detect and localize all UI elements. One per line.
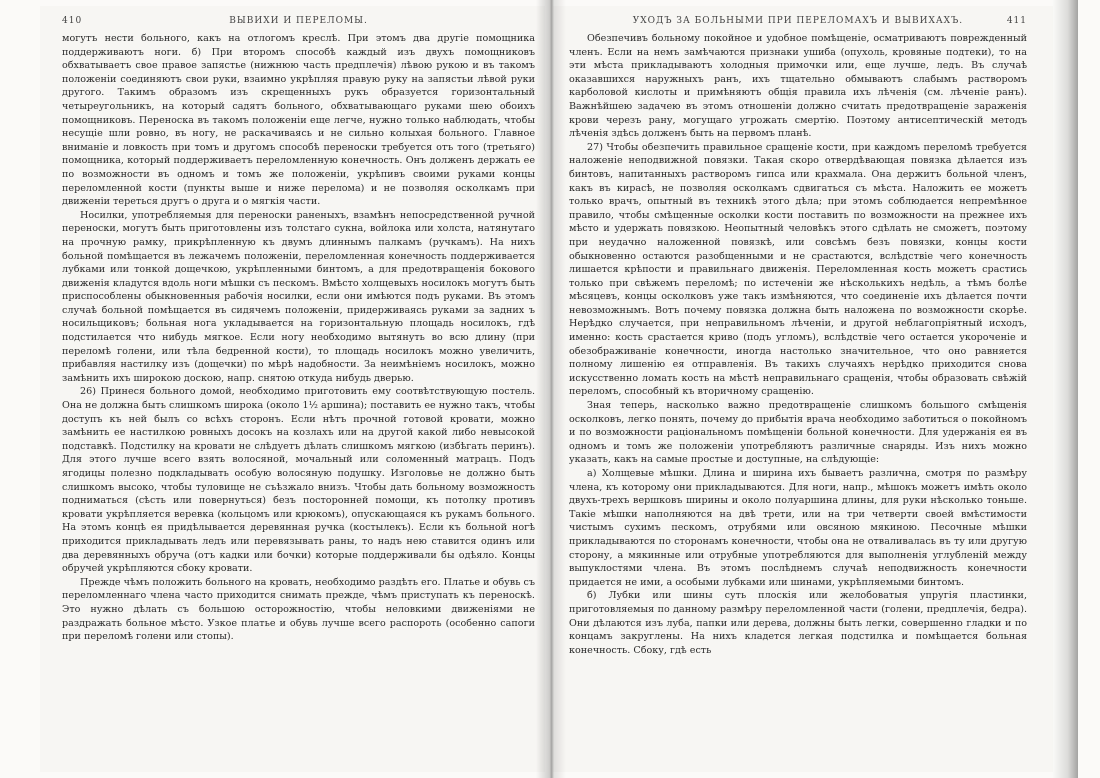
paragraph: могутъ нести больного, какъ на отлогомъ креслѣ. При этомъ два другіе помощника поддерживаютъ ноги. б) При второмъ способѣ каждый изъ двухъ помощниковъ обхватываетъ свое правое запястье (нижнюю часть предплечія) лѣвою рукою и въ такомъ положеніи соединяютъ свои руки, взаимно укрѣпляя правую руку на запястьи лѣвой руки другого. Такимъ образомъ изъ скрещенныхъ рукъ образуется горизонтальный четыреугольникъ, на который садятъ больного, обхватывающаго руками шею обоихъ помощниковъ. Переноска въ такомъ положеніи еще легче, нужно только наблюдать, чтобы несущіе шли ровно, въ ногу, не раскачиваясь и не сильно колыхая больного. Главное вниманіе и ловкость при томъ и другомъ способѣ переноски требуется отъ того (третьяго) помощника, который поддерживаетъ переломленную конечность. Онъ долженъ держать ее по возможности въ одномъ и томъ же положеніи, укрѣпивъ своими руками концы переломленной кости (пункты выше и ниже перелома) и не позволяя осколкамъ при движеніи тереться другъ о друга и о мягкія части. (62, 33, 535, 208)
left-page (40, 6, 545, 772)
left-running-title: ВЫВИХИ И ПЕРЕЛОМЫ. (229, 16, 368, 26)
left-body-text (62, 32, 535, 644)
paragraph: а) Холщевые мѣшки. Длина и ширина ихъ бываетъ различна, смотря по размѣру члена, къ которому они прикладываются. Для ноги, напр., мѣшокъ можетъ имѣть около двухъ-трехъ вершковъ ширины и около полуаршина длины, для руки нѣсколько тоньше. Такіе мѣшки наполняются на двѣ трети, или на три четверти своей вмѣстимости чистымъ сухимъ пескомъ, отрубями или овсяною мякиною. Песочные мѣшки прикладываются по сторонамъ конечности, чтобы она не отваливалась въ ту или другую сторону, а мякинные или отрубные употребляются для выполненія углубленій между выпуклостями члена. Въ этомъ послѣднемъ случаѣ неподвижность конечности придается не ими, а особыми лубками или шинами, укрѣпляемыми бинтомъ. (569, 468, 1027, 588)
book-gutter-shadow (536, 0, 566, 778)
paragraph: б) Лубки или шины суть плоскія или желобоватыя упругія пластинки, приготовляемыя по данному размѣру переломленной части (голени, предплечія, бедра). Они дѣлаются изъ луба, папки или дерева, должны быть легки, совершенно гладки и по концамъ закруглены. На нихъ кладется легкая подстилка и помѣщается больная конечность. Сбоку, гдѣ есть (569, 590, 1027, 656)
left-page-number: 410 (62, 16, 83, 26)
left-running-head (62, 16, 535, 26)
right-body-text (569, 32, 1027, 657)
page-edge-shadow (1052, 0, 1078, 778)
right-running-head (569, 16, 1027, 26)
paragraph: Зная теперь, насколько важно предотвращеніе слишкомъ большого смѣщенія осколковъ, легко понять, почему до прибытія врача необходимо заботиться о покойномъ и по возможности раціональномъ помѣщеніи больной конечности. Для удержанія ея въ одномъ и томъ же положеніи употребляютъ различные снаряды. Изъ нихъ можно указать, какъ на самые простые и доступные, на слѣдующіе: (569, 400, 1027, 466)
paragraph: Прежде чѣмъ положить больного на кровать, необходимо раздѣть его. Платье и обувь съ переломленнаго члена часто приходится снимать прежде, чѣмъ приступать къ переноскѣ. Это нужно дѣлать съ большою осторожностію, чтобы неловкими движеніями не раздражать больное мѣсто. Узкое платье и обувь лучше всего распороть (особенно сапоги при переломѣ голени или стопы). (62, 576, 535, 643)
paragraph: Носилки, употребляемыя для переноски раненыхъ, взамѣнъ непосредственной ручной переноски, могутъ быть приготовлены изъ толстаго сукна, войлока или холста, натянутаго на прочную рамку, прикрѣпленную къ двумъ длиннымъ палкамъ (ручкамъ). На нихъ больной помѣщается въ лежачемъ положеніи, переломленная конечность поддерживается лубками или тонкой дощечкою, укрѣпленными бинтомъ, а для предотвращенія бокового движенія кладутся вдоль ноги мѣшки съ пескомъ. Вмѣсто холщевыхъ носилокъ могутъ быть приспособлены обыкновенныя рабочія носилки, если они имѣются подъ руками. Въ этомъ случаѣ больной помѣщается въ сидячемъ положеніи, придерживаясь руками за задних ъ носильщиковъ; больная нога укладывается на горизонтальную площадь носилокъ, гдѣ подстилается что нибудь мягкое. Если ногу необходимо вытянуть во всю длину (при переломѣ голени, или тѣла бедренной кости), то площадь носилокъ можно увеличить, прибавляя настилку изъ (дощечки) по мѣрѣ надобности. За неимѣніемъ носилокъ, можно замѣнить ихъ широкою доскою, напр. снятою откуда нибудь дверью. (62, 209, 535, 384)
paragraph: Обезпечивъ больному покойное и удобное помѣщеніе, осматриваютъ поврежденный членъ. Если на немъ замѣчаются признаки ушиба (опухоль, кровяные подтеки), то на эти мѣста прикладываютъ холодныя примочки или, еще лучше, ледъ. Въ случаѣ оказавшихся наружныхъ ранъ, ихъ тщательно обмываютъ слабымъ растворомъ карболовой кислоты и примѣняютъ общія правила ихъ лѣченія (см. лѣченіе ранъ). Важнѣйшею задачею въ этомъ отношеніи должно считать предотвращеніе зараженія крови черезъ рану, могущаго угрожать смертію. Поэтому антисептическій методъ лѣченія здѣсь долженъ быть на первомъ планѣ. (569, 33, 1027, 140)
paragraph: 26) Принеся больного домой, необходимо приготовить ему соотвѣтствующую постель. Она не должна быть слишкомъ широка (около 1½ аршина); поставить ее нужно такъ, чтобы доступъ къ ней былъ со всѣхъ сторонъ. Если нѣтъ прочной готовой кровати, можно замѣнить ее настилкою ровныхъ досокъ на козлахъ или на другой какой либо невысокой подставкѣ. Подстилку на кровати не слѣдуетъ дѣлать слишкомъ мягкою (избѣгать перинъ). Для этого лучше всего взять волосяной, мочальный или соломенный матрацъ. Подъ ягодицы полезно подкладывать особую волосяную подушку. Изголовье не должно быть слишкомъ высоко, чтобы туловище не съѣзжало внизъ. Чтобы дать больному возможность подниматься (сѣсть или повернуться) безъ посторонней помощи, къ потолку противъ кровати укрѣпляется веревка (кольцомъ или крюкомъ), опускающаяся къ рукамъ больного. На этомъ концѣ ея придѣлывается деревянная ручка (костылекъ). Если къ больной ногѣ приходится прикладывать ледъ или перевязывать раны, то надъ нею ставится одинъ или два деревянныхъ обруча (отъ кадки или бочки) которые поддерживали бы одѣяло. Концы обручей укрѣпляются сбоку кровати. (62, 386, 535, 575)
right-running-title: УХОДЪ ЗА БОЛЬНЫМИ ПРИ ПЕРЕЛОМАХЪ И ВЫВИХАХЪ. (632, 16, 964, 26)
right-page-number: 411 (1006, 16, 1027, 26)
paragraph: 27) Чтобы обезпечить правильное сращеніе кости, при каждомъ переломѣ требуется наложеніе неподвижной повязки. Такая скоро отвердѣвающая повязка дѣлается изъ бинтовъ, напитанныхъ растворомъ гипса или крахмала. Она держитъ больной членъ, какъ въ кирасѣ, не позволяя осколкамъ сдвигаться съ мѣста. Наложить ее можетъ только врачъ, опытный въ техникѣ этого дѣла; при этомъ соблюдается непремѣнное правило, чтобы смѣщенные осколки кости поставить по возможности на прежнее ихъ мѣсто и удержать повязкою. Неопытный человѣкъ этого сдѣлать не сможетъ, поэтому при неудачно наложенной повязкѣ, или совсѣмъ безъ повязки, концы кости обыкновенно остаются разобщенными и не срастаются, вслѣдствіе чего конечность лишается крѣпости и правильнаго движенія. Переломленная кость можетъ срастись только при свѣжемъ переломѣ; по истеченіи же нѣсколькихъ недѣль, а тѣмъ болѣе мѣсяцевъ, концы осколковъ уже такъ измѣняются, что соединеніе ихъ дѣлается почти невозможнымъ. Вотъ почему повязка должна быть наложена по возможности скорѣе. Нерѣдко случается, при неправильномъ лѣченіи, и другой неблагопріятный исходъ, именно: кость срастается криво (подъ угломъ), вслѣдствіе чего остается укороченіе и обезображиваніе конечности, иногда настолько значительное, что оно равняется полному лишенію ея отправленія. Въ такихъ случаяхъ нерѣдко приходится снова искусственно ломать кость на мѣстѣ неправильнаго сращенія, чтобы образовать свѣжій переломъ, способный къ вторичному сращенію. (569, 141, 1027, 398)
right-page (553, 6, 1053, 772)
